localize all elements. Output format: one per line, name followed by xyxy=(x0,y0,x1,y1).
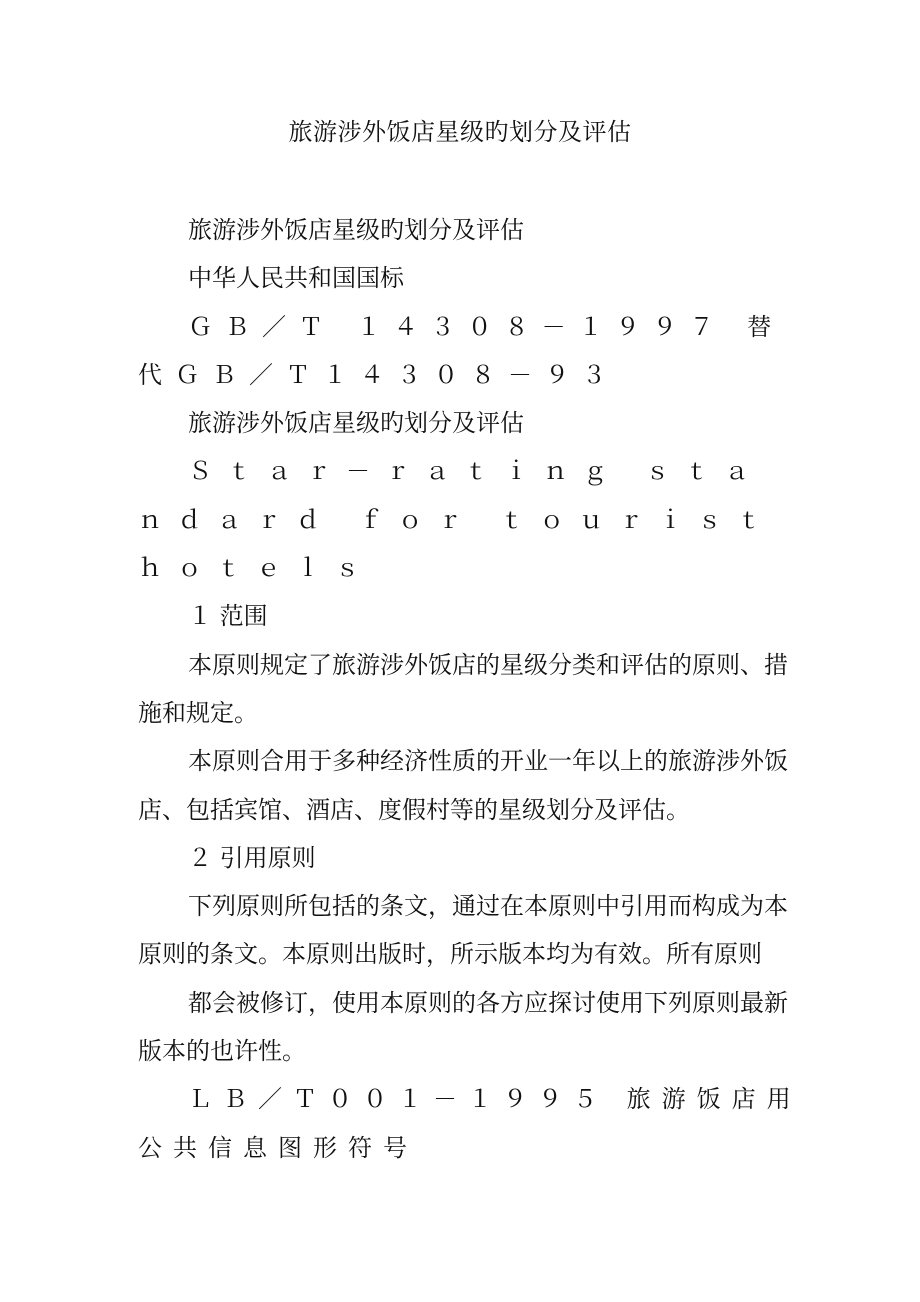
paragraph-standard-type: 中华人民共和国国标 xyxy=(188,264,404,293)
section-heading-references: ２ 引用原则 xyxy=(188,843,316,872)
paragraph-english-title: Ｓｔａｒ－ｒａｔｉｎｇ ｓｔａｎｄａｒｄ ｆｏｒ ｔｏｕｒｉｓｔ ｈｏｔｅｌｓ xyxy=(138,457,777,583)
paragraph-title-repeat: 旅游涉外饭店星级旳划分及评估 xyxy=(188,216,524,244)
paragraph-standard-code: ＧＢ／Ｔ １４３０８－１９９７ 替代ＧＢ／Ｔ１４３０８－９３ xyxy=(138,312,785,389)
paragraph-reference-standard: ＬＢ／Ｔ００１－１９９５ 旅游饭店用公共信息图形符号 xyxy=(138,1085,802,1162)
paragraph-scope-2: 本原则合用于多种经济性质的开业一年以上的旅游涉外饭店、包括宾馆、酒店、度假村等的星级划分及评估。 xyxy=(138,747,788,824)
paragraph-scope-1: 本原则规定了旅游涉外饭店的星级分类和评估的原则、措施和规定。 xyxy=(138,650,788,727)
section-heading-scope: １ 范围 xyxy=(188,602,268,631)
document-title: 旅游涉外饭店星级旳划分及评估 xyxy=(288,118,632,146)
paragraph-references-1: 下列原则所包括的条文，通过在本原则中引用而构成为本原则的条文。本原则出版时，所示版本均为有效。所有原则 xyxy=(138,892,788,969)
document-body xyxy=(138,206,803,1172)
paragraph-title-repeat-2: 旅游涉外饭店星级旳划分及评估 xyxy=(188,409,524,438)
paragraph-references-2: 都会被修订，使用本原则的各方应探讨使用下列原则最新版本的也许性。 xyxy=(138,988,788,1066)
